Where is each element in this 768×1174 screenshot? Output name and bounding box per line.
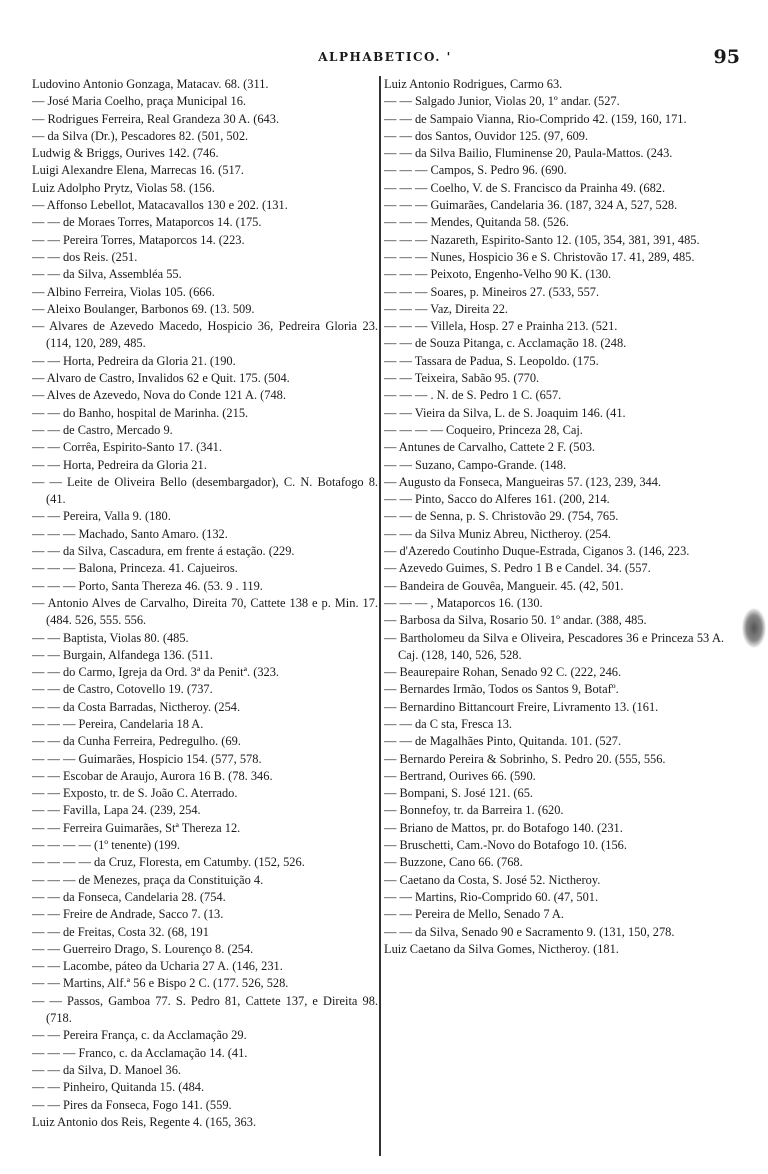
directory-entry: — — Salgado Junior, Violas 20, 1º andar. (527.: [384, 94, 620, 109]
directory-entry: — — Martins, Rio-Comprido 60. (47, 501.: [384, 889, 599, 904]
directory-entry: — — Pinheiro, Quitanda 15. (484.: [32, 1080, 205, 1095]
directory-entry: — — — Nazareth, Espirito-Santo 12. (105, 354, 381, 391, 485.: [384, 232, 700, 247]
directory-entry: Ludwig & Briggs, Ourives 142. (746.: [32, 146, 219, 161]
directory-entry: Luiz Antonio Rodrigues, Carmo 63.: [384, 77, 563, 91]
directory-entry: — Antunes de Carvalho, Cattete 2 F. (503.: [384, 440, 595, 455]
directory-entry: — Bonnefoy, tr. da Barreira 1. (620.: [384, 803, 564, 818]
directory-entry: — — de Magalhães Pinto, Quitanda. 101. (527.: [384, 734, 622, 749]
directory-entry: — — — Machado, Santo Amaro. (132.: [32, 526, 228, 541]
directory-entry: — — — Campos, S. Pedro 96. (690.: [384, 163, 567, 178]
directory-entry: — — — — da Cruz, Floresta, em Catumby. (152, 526.: [32, 855, 305, 870]
directory-entry: — Buzzone, Cano 66. (768.: [384, 855, 523, 870]
directory-entry: — — Horta, Pedreira da Gloria 21.: [32, 457, 207, 472]
directory-entry: — — da Silva, Assembléa 55.: [32, 267, 182, 282]
directory-entry: — — de Souza Pitanga, c. Acclamação 18. (248.: [384, 336, 627, 351]
directory-entry: — — Guerreiro Drago, S. Lourenço 8. (254.: [32, 941, 254, 956]
directory-entry: — — Horta, Pedreira da Gloria 21. (190.: [32, 353, 236, 368]
directory-entry: — — Vieira da Silva, L. de S. Joaquim 146. (41.: [384, 405, 626, 420]
directory-entry: — — da Costa Barradas, Nictheroy. (254.: [32, 699, 241, 714]
directory-entry: — — Burgain, Alfandega 136. (511.: [32, 647, 214, 662]
directory-entry: — — de Castro, Cotovello 19. (737.: [32, 682, 213, 697]
right-column: [384, 76, 724, 1156]
directory-entry: — — de Moraes Torres, Mataporcos 14. (175.: [32, 215, 262, 230]
directory-entry: — — Freire de Andrade, Sacco 7. (13.: [32, 907, 224, 922]
directory-entry: — Beaurepaire Rohan, Senado 92 C. (222, 246.: [384, 665, 622, 680]
directory-entry: — — da Silva Bailio, Fluminense 20, Paula-Mattos. (243.: [384, 146, 673, 161]
directory-entry: — — Exposto, tr. de S. João C. Aterrado.: [32, 786, 238, 801]
directory-entry: — — Pereira de Mello, Senado 7 A.: [384, 907, 564, 922]
directory-entry: — — Pinto, Sacco do Alferes 161. (200, 214.: [384, 492, 610, 507]
directory-entry: — Bernardino Bittancourt Freire, Livramento 13. (161.: [384, 699, 659, 714]
directory-entry: — Rodrigues Ferreira, Real Grandeza 30 A. (643.: [32, 111, 280, 126]
directory-entry: — — da Silva, Cascadura, em frente á estação. (229.: [32, 544, 295, 559]
directory-entry: — Bruschetti, Cam.-Novo do Botafogo 10. (156.: [384, 838, 627, 853]
directory-entry: — — Baptista, Violas 80. (485.: [32, 630, 189, 645]
directory-entry: — — do Banho, hospital de Marinha. (215.: [32, 405, 249, 420]
directory-entry: — — — , Mataporcos 16. (130.: [384, 595, 543, 610]
directory-entry: — — — Franco, c. da Acclamação 14. (41.: [32, 1045, 248, 1060]
directory-entry: — — Pereira Torres, Mataporcos 14. (223.: [32, 232, 245, 247]
directory-entry: — — da C sta, Fresca 13.: [384, 716, 513, 731]
directory-entry: — Antonio Alves de Carvalho, Direita 70, Cattete 138 e p. Min. 17. (484. 526, 555. 556.: [32, 595, 378, 628]
directory-entry: — — Corrêa, Espirito-Santo 17. (341.: [32, 440, 222, 455]
directory-entry: — — de Castro, Mercado 9.: [32, 422, 173, 437]
page-header: [30, 46, 740, 76]
directory-entry: — Bernardes Irmão, Todos os Santos 9, Botafº.: [384, 682, 619, 697]
column-divider: [379, 76, 381, 1156]
thumb-smudge: [742, 608, 766, 648]
directory-entry: — — dos Santos, Ouvidor 125. (97, 609.: [384, 128, 589, 143]
directory-entry: — — Tassara de Padua, S. Leopoldo. (175.: [384, 353, 599, 368]
directory-entry: — — — Guimarães, Candelaria 36. (187, 324 A, 527, 528.: [384, 198, 678, 213]
directory-entry: — — Leite de Oliveira Bello (desembargador), C. N. Botafogo 8. (41.: [32, 474, 378, 507]
page-number: 95: [713, 46, 740, 68]
directory-entry: — — — Porto, Santa Thereza 46. (53. 9 . 119.: [32, 578, 263, 593]
directory-entry: — — — Mendes, Quitanda 58. (526.: [384, 215, 569, 230]
directory-entry: — Aleixo Boulanger, Barbonos 69. (13. 509.: [32, 301, 255, 316]
directory-entry: — — — Nunes, Hospicio 36 e S. Christovão 17. 41, 289, 485.: [384, 249, 695, 264]
running-title: ALPHABETICO. ': [318, 50, 452, 64]
directory-entry: — — do Carmo, Igreja da Ord. 3ª da Penitª. (323.: [32, 665, 280, 680]
directory-entry: — — — — (1º tenente) (199.: [32, 838, 181, 853]
directory-entry: Luiz Adolpho Prytz, Violas 58. (156.: [32, 180, 215, 195]
directory-entry: — — — Vaz, Direita 22.: [384, 301, 508, 316]
directory-entry: — Albino Ferreira, Violas 105. (666.: [32, 284, 215, 299]
directory-entry: Luiz Antonio dos Reis, Regente 4. (165, 363.: [32, 1114, 257, 1129]
directory-entry: — Briano de Mattos, pr. do Botafogo 140. (231.: [384, 820, 623, 835]
directory-entry: — Caetano da Costa, S. José 52. Nictheroy.: [384, 872, 601, 887]
directory-entry: — — — Peixoto, Engenho-Velho 90 K. (130.: [384, 267, 612, 282]
directory-entry: — — — Soares, p. Mineiros 27. (533, 557.: [384, 284, 600, 299]
directory-entry: — — dos Reis. (251.: [32, 249, 138, 264]
directory-entry: — — Escobar de Araujo, Aurora 16 B. (78. 346.: [32, 768, 273, 783]
directory-entry: — — — de Menezes, praça da Constituição 4.: [32, 872, 264, 887]
directory-entry: Luigi Alexandre Elena, Marrecas 16. (517.: [32, 163, 244, 178]
directory-entry: — — da Silva, D. Manoel 36.: [32, 1062, 182, 1077]
directory-entry: — Bartholomeu da Silva e Oliveira, Pescadores 36 e Princeza 53 A. Caj. (128, 140, 526, 528.: [384, 630, 724, 662]
directory-entry: Ludovino Antonio Gonzaga, Matacav. 68. (311.: [32, 77, 269, 91]
directory-entry: — — — . N. de S. Pedro 1 C. (657.: [384, 388, 562, 403]
directory-entry: — Affonso Lebellot, Matacavallos 130 e 202. (131.: [32, 198, 288, 213]
directory-entry: — — da Silva Muniz Abreu, Nictheroy. (254.: [384, 526, 612, 541]
directory-entry: — — — Guimarães, Hospicio 154. (577, 578.: [32, 751, 262, 766]
directory-entry: — — — Villela, Hosp. 27 e Prainha 213. (521.: [384, 319, 618, 334]
directory-entry: — da Silva (Dr.), Pescadores 82. (501, 502.: [32, 128, 249, 143]
directory-entry: — — Passos, Gamboa 77. S. Pedro 81, Cattete 137, e Direita 98. (718.: [32, 993, 378, 1026]
directory-entry: — — — — Coqueiro, Princeza 28, Caj.: [384, 422, 583, 437]
directory-entry: — José Maria Coelho, praça Municipal 16.: [32, 94, 247, 109]
directory-entry: — — Pereira, Valla 9. (180.: [32, 509, 171, 524]
directory-entry: — — Pereira França, c. da Acclamação 29.: [32, 1028, 247, 1043]
directory-entry: — — Suzano, Campo-Grande. (148.: [384, 457, 567, 472]
directory-entry: — Barbosa da Silva, Rosario 50. 1º andar. (388, 485.: [384, 613, 647, 628]
directory-entry: — Azevedo Guimes, S. Pedro 1 B e Candel. 34. (557.: [384, 561, 651, 576]
directory-entry: — Alvares de Azevedo Macedo, Hospicio 36, Pedreira Gloria 23. (114, 120, 289, 485.: [32, 319, 378, 351]
directory-entry: — Augusto da Fonseca, Mangueiras 57. (123, 239, 344.: [384, 474, 662, 489]
directory-entry: — — — Balona, Princeza. 41. Cajueiros.: [32, 561, 238, 576]
left-column: [32, 76, 378, 1156]
directory-entry: — Bompani, S. José 121. (65.: [384, 786, 534, 801]
directory-entry: Luiz Caetano da Silva Gomes, Nictheroy. (181.: [384, 941, 619, 956]
directory-entry: — — — Coelho, V. de S. Francisco da Prainha 49. (682.: [384, 180, 666, 195]
directory-entry: — — Teixeira, Sabão 95. (770.: [384, 371, 540, 386]
directory-entry: — Bandeira de Gouvêa, Mangueir. 45. (42, 501.: [384, 578, 624, 593]
directory-entry: — — da Fonseca, Candelaria 28. (754.: [32, 889, 226, 904]
directory-entry: — — de Freitas, Costa 32. (68, 191: [32, 924, 209, 939]
directory-entry: — — Ferreira Guimarães, Stª Thereza 12.: [32, 820, 241, 835]
directory-entry: — Bertrand, Ourives 66. (590.: [384, 768, 536, 783]
directory-entry: — — Pires da Fonseca, Fogo 141. (559.: [32, 1097, 232, 1112]
directory-entry: — — da Cunha Ferreira, Pedregulho. (69.: [32, 734, 241, 749]
directory-entry: — — Favilla, Lapa 24. (239, 254.: [32, 803, 201, 818]
directory-entry: — Alves de Azevedo, Nova do Conde 121 A. (748.: [32, 388, 286, 403]
directory-entry: — — Martins, Alf.ª 56 e Bispo 2 C. (177. 526, 528.: [32, 976, 289, 991]
directory-entry: — — — Pereira, Candelaria 18 A.: [32, 716, 204, 731]
directory-entry: — Alvaro de Castro, Invalidos 62 e Quit. 175. (504.: [32, 371, 290, 386]
directory-entry: — Bernardo Pereira & Sobrinho, S. Pedro 20. (555, 556.: [384, 751, 666, 766]
directory-entry: — — de Senna, p. S. Christovão 29. (754, 765.: [384, 509, 619, 524]
directory-entry: — — de Sampaio Vianna, Rio-Comprido 42. (159, 160, 171.: [384, 111, 687, 126]
directory-entry: — — Lacombe, páteo da Ucharia 27 A. (146, 231.: [32, 959, 283, 974]
directory-entry: — — da Silva, Senado 90 e Sacramento 9. (131, 150, 278.: [384, 924, 675, 939]
directory-entry: — d'Azeredo Coutinho Duque-Estrada, Ciganos 3. (146, 223.: [384, 544, 690, 559]
